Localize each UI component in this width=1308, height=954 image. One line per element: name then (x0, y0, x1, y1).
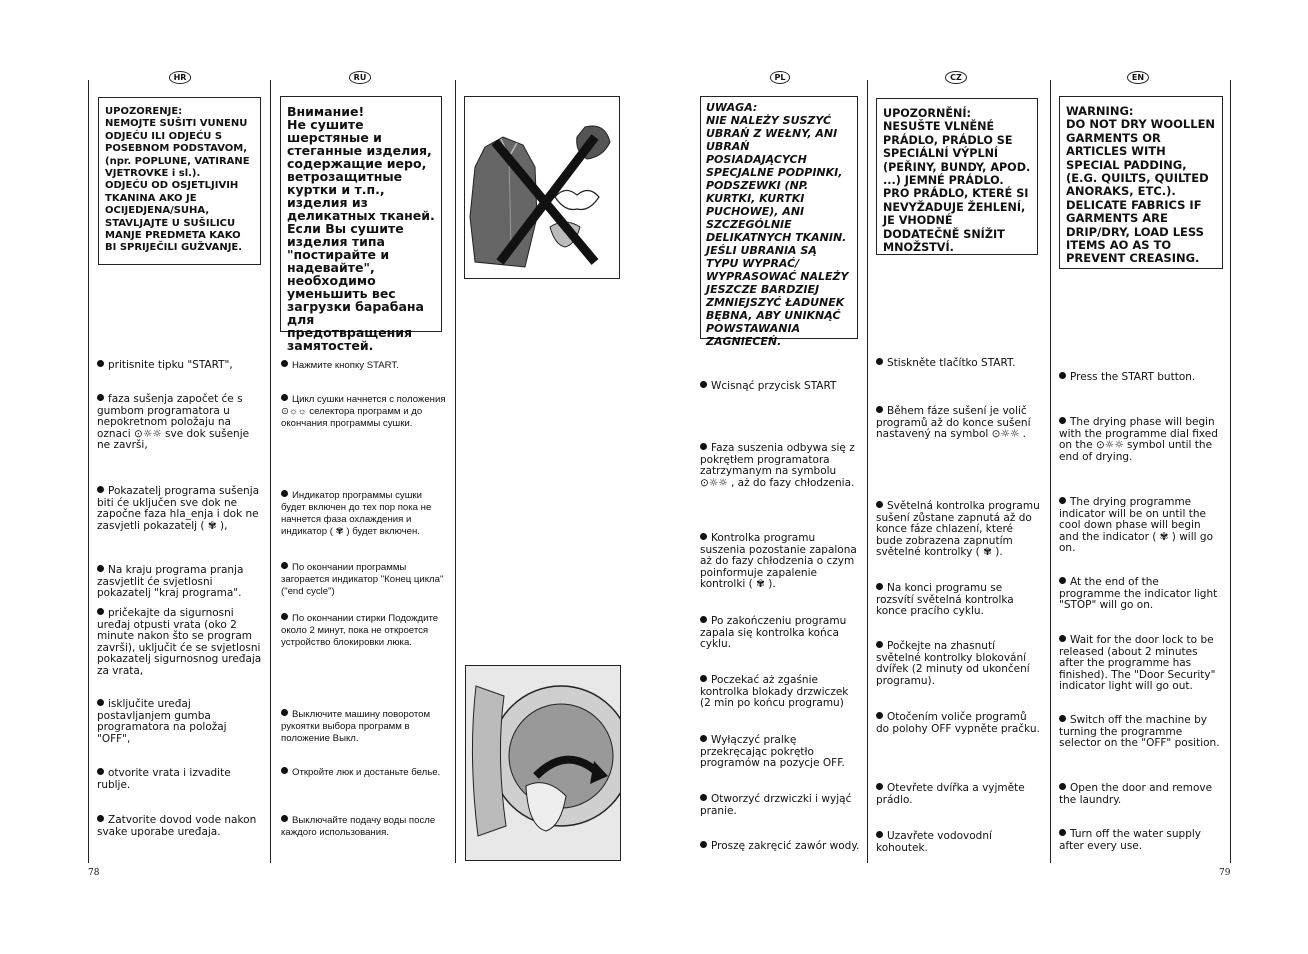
step-hr-6: isključite uređaj postavljanjem gumba programatora na položaj "OFF", (97, 698, 227, 745)
column-rule (1050, 80, 1051, 863)
step-en-7: Open the door and remove the laundry. (1059, 782, 1213, 806)
step-cz-4: Na konci programu se rozsvítí světelná kontrolka konce pracího cyklu. (876, 582, 1014, 618)
step-hr-8: Zatvorite dovod vode nakon svake uporabe uređaja. (97, 814, 257, 838)
step-cz-5: Počkejte na zhasnutí světelné kontrolky blokování dvířek (2 minuty od ukončení programu). (876, 640, 1030, 687)
step-pl-2: Faza suszenia odbywa się z pokrętłem programatora zatrzymanym na symbolu ⊙☼☼ , aż do fazy chłodzenia. (700, 442, 855, 489)
step-ru-7: Откройте люк и достаньте белье. (281, 767, 446, 779)
step-cz-1: Stiskněte tlačítko START. (876, 358, 1041, 370)
step-cz-7: Otevřete dvířka a vyjměte prádlo. (876, 782, 1025, 806)
language-label-hr: HR (160, 71, 200, 84)
step-ru-8: Выключайте подачу воды после каждого использования. (281, 815, 436, 838)
column-rule (270, 80, 271, 863)
step-pl-3: Kontrolka programu suszenia pozostanie zapalona aż do fazy chłodzenia o czym poinformuje zapalenie kontrolki ( ✾ ). (700, 532, 857, 591)
warning-box-hr: UPOZORENJE: NEMOJTE SUŠITI VUNENU ODJEĆU ILI ODJEĆU S POSEBNOM PODSTAVOM, (npr. POPLUNE, VATIRANE VJETROVKE i sl.). ODJEĆU OD OSJETLJIVIH TKANINA AKO JE OCIJEDJENA/SUHA, STAVLJAJTE U SUŠILICU MANJE PREDMETA KAKO BI SPRIJEČILI GUŽVANJE. (98, 97, 261, 265)
warning-box-ru: Внимание! Не сушите шерстяные и стеганные изделия, содержащие иеро, ветрозащитные куртки и т.п., изделия из деликатных тканей. Если Вы сушите изделия типа "постирайте и надевайте", необходимо уменьшить вес загрузки барабана для предотвращения замятостей. (280, 96, 442, 332)
step-pl-8: Proszę zakręcić zawór wody. (700, 841, 862, 853)
step-ru-2: Цикл сушки начнется с положения ⊙☼☼ селектора программ и до окончания программы сушки. (281, 394, 446, 429)
column-rule (1230, 80, 1231, 863)
column-rule (867, 80, 868, 863)
column-rule (455, 80, 456, 863)
column-rule (88, 80, 89, 863)
step-pl-4: Po zakończeniu programu zapala się kontrolka końca cyklu. (700, 615, 847, 651)
step-en-3: The drying programme indicator will be on until the cool down phase will begin and the indicator ( ✾ ) will go on. (1059, 496, 1213, 555)
step-en-5: Wait for the door lock to be released (about 2 minutes after the programme has finished). The "Door Security" indicator light will go out. (1059, 634, 1216, 693)
step-ru-5: По окончании стирки Подождите около 2 минут, пока не откроется устройство блокировки люка. (281, 613, 439, 648)
step-pl-5: Poczekać aż zgaśnie kontrolka blokady drzwiczek (2 min po końcu programu) (700, 674, 849, 710)
language-label-ru: RU (340, 71, 380, 84)
step-en-1: Press the START button. (1059, 372, 1223, 384)
step-hr-2: faza sušenja započet će s gumbom programatora u nepokretnom položaju na oznaci ⊙☼☼ sve dok sušenje ne završi, (97, 393, 250, 452)
step-en-4: At the end of the programme the indicator light "STOP" will go on. (1059, 576, 1218, 612)
washer-door-icon (466, 666, 620, 860)
warning-box-en: WARNING: DO NOT DRY WOOLLEN GARMENTS OR ARTICLES WITH SPECIAL PADDING, (E.G. QUILTS, QUILTED ANORAKS, ETC.). DELICATE FABRICS IF GARMENTS ARE DRIP/DRY, LOAD LESS ITEMS AO AS TO PREVENT CREASING. (1059, 96, 1223, 269)
step-ru-4: По окончании программы загорается индикатор "Конец цикла" ("end cycle") (281, 562, 444, 597)
step-hr-5: pričekajte da sigurnosni uređaj otpusti vrata (oko 2 minute nakon što se program završi), uključit će se svjetlosni pokazatelj sigurnosnog uređaja za vrata, (97, 607, 262, 677)
step-hr-3: Pokazatelj programa sušenja biti će uključen sve dok ne započne faza hla_enja i dok ne zasvjetli pokazatelj ( ✾ ), (97, 485, 260, 532)
no-drying-illustration (464, 96, 620, 279)
step-hr-1: pritisnite tipku "START", (97, 360, 262, 372)
warning-box-cz: UPOZORNĚNÍ: NESUŠTE VLNĚNÉ PRÁDLO, PRÁDLO SE SPECIÁLNÍ VÝPLNÍ (PEŘINY, BUNDY, APOD. ...) JEMNÉ PRÁDLO. PRO PRÁDLO, KTERÉ SI NEVYŽADUJE ŽEHLENÍ, JE VHODNÉ DODATEČNĚ SNÍŽIT MNOŽSTVÍ. (876, 98, 1038, 255)
door-opening-illustration (465, 665, 621, 861)
language-label-en: EN (1118, 71, 1158, 84)
step-en-6: Switch off the machine by turning the programme selector on the "OFF" position. (1059, 714, 1220, 750)
language-label-pl: PL (760, 71, 800, 84)
language-label-cz: CZ (936, 71, 976, 84)
step-ru-6: Выключите машину поворотом рукоятки выбора программ в положение Выкл. (281, 709, 431, 744)
step-cz-8: Uzavřete vodovodní kohoutek. (876, 830, 992, 854)
step-cz-2: Během fáze sušení je volič programů až do konce sušení nastavený na symbol ⊙☼☼ . (876, 405, 1031, 441)
step-hr-4: Na kraju programa pranja zasvjetlit će svjetlosni pokazatelj "kraj programa". (97, 564, 244, 600)
page-number-right: 79 (1219, 868, 1231, 878)
step-pl-1: Wcisnąć przycisk START (700, 381, 862, 393)
step-cz-3: Světelná kontrolka programu sušení zůstane zapnutá až do konce fáze chlazení, které bude zobrazena zapnutím světelné kontrolky ( ✾ ). (876, 500, 1040, 559)
step-pl-6: Wyłączyć pralkę przekręcając pokrętło programów na pozycje OFF. (700, 734, 845, 770)
step-cz-6: Otočením voliče programů do polohy OFF vypněte pračku. (876, 711, 1040, 735)
step-en-8: Turn off the water supply after every use. (1059, 828, 1202, 852)
step-en-2: The drying phase will begin with the programme dial fixed on the ⊙☼☼ symbol until the end of drying. (1059, 416, 1218, 463)
page-number-left: 78 (88, 868, 100, 878)
step-hr-7: otvorite vrata i izvadite rublje. (97, 767, 231, 791)
garment-crossed-icon (465, 97, 619, 278)
warning-box-pl: UWAGA: NIE NALEŻY SUSZYĆ UBRAŃ Z WEŁNY, ANI UBRAŃ POSIADAJĄCYCH SPECJALNE PODPINKI, PODSZEWKI (NP. KURTKI, KURTKI PUCHOWE), ANI SZCZEGÓLNIE DELIKATNYCH TKANIN. JEŚLI UBRANIA SĄ TYPU WYPRAĆ/ WYPRASOWAĆ NALEŻY JESZCZE BARDZIEJ ZMNIEJSZYĆ ŁADUNEK BĘBNA, ABY UNIKNĄĆ POWSTAWANIA ZAGNIECEŃ. (700, 96, 858, 339)
step-pl-7: Otworzyć drzwiczki i wyjąć pranie. (700, 793, 852, 817)
step-ru-3: Индикатор программы сушки будет включен до тех пор пока не начнется фаза охлаждения и индикатор ( ✾ ) будет включен. (281, 490, 432, 537)
step-ru-1: Нажмите кнопку START. (281, 360, 446, 372)
